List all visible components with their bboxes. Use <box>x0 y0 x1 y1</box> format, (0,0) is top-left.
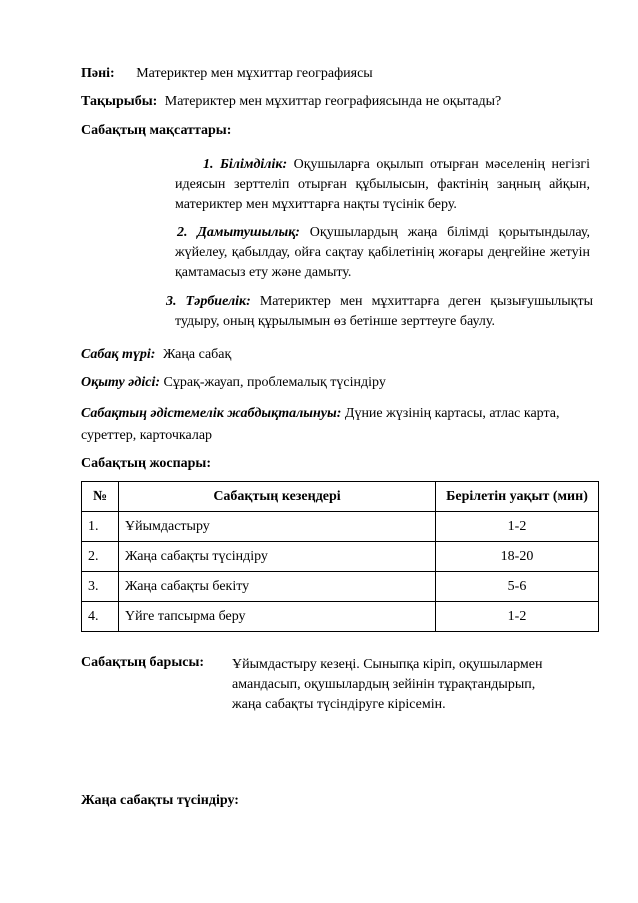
method-label: Оқыту әдісі: <box>81 375 160 390</box>
row-stage: Жаңа сабақты түсіндіру <box>119 542 436 572</box>
row-number: 3. <box>82 572 119 602</box>
row-stage: Жаңа сабақты бекіту <box>119 572 436 602</box>
topic-label: Тақырыбы: <box>81 94 158 109</box>
row-number: 2. <box>82 542 119 572</box>
lesson-type-label: Сабақ түрі: <box>81 347 156 362</box>
goal-item <box>175 223 590 283</box>
table-row <box>82 542 599 572</box>
row-stage: Ұйымдастыру <box>119 512 436 542</box>
lesson-type-line <box>81 347 231 363</box>
subject-value: Материктер мен мұхиттар географиясы <box>136 66 373 81</box>
progress-label: Сабақтың барысы: <box>81 655 205 670</box>
goal-label: 1. Білімділік: <box>203 157 288 172</box>
row-number: 4. <box>82 602 119 632</box>
row-time: 5-6 <box>436 572 599 602</box>
column-header-stage: Сабақтың кезеңдері <box>119 482 436 512</box>
lesson-type-value: Жаңа сабақ <box>162 347 232 362</box>
column-header-number: № <box>82 482 119 512</box>
plan-heading: Сабақтың жоспары: <box>81 456 212 471</box>
goal-text: Оқушыларға оқылып отырған мәселенің негізгі идеясын зерттеліп отырған құбылысын, фактінің заңның айқын, материктер мен мұхиттарға нақты түсінік беру. <box>175 157 590 212</box>
goal-item <box>166 292 593 332</box>
progress-line: жаңа сабақты түсіндіруге кірісемін. <box>232 697 446 712</box>
plan-table <box>81 481 599 632</box>
goal-text: Материктер мен мұхиттарға деген қызығушылықты тудыру, оның құрылымын өз бетінше зерттеуге баулу. <box>175 294 593 329</box>
topic-value: Материктер мен мұхиттар географиясында не оқытады? <box>164 94 502 109</box>
goal-text: Оқушылардың жаңа білімді қорытындылау, жүйелеу, қабылдау, ойға сақтау қабілетінің жоғары деңгейіне жетуін қамтамасыз ету және дамыту. <box>175 225 591 280</box>
equipment-line <box>81 403 581 447</box>
goal-label: 2. Дамытушылық: <box>177 225 300 240</box>
progress-line: Ұйымдастыру кезеңі. Сыныпқа кіріп, оқушылармен <box>232 657 543 672</box>
method-line <box>81 375 386 391</box>
goal-item <box>175 155 590 215</box>
new-lesson-heading: Жаңа сабақты түсіндіру: <box>81 793 239 808</box>
goal-label: 3. Тәрбиелік: <box>166 294 251 309</box>
row-number: 1. <box>82 512 119 542</box>
goals-heading: Сабақтың мақсаттары: <box>81 123 232 138</box>
equipment-label: Сабақтың әдістемелік жабдықталынуы: <box>81 406 342 421</box>
progress-text <box>232 655 543 715</box>
column-header-time: Берілетін уақыт (мин) <box>436 482 599 512</box>
row-time: 18-20 <box>436 542 599 572</box>
method-value: Сұрақ-жауап, проблемалық түсіндіру <box>163 375 386 390</box>
progress-line: амандасып, оқушылардың зейінін тұрақтандырып, <box>232 677 536 692</box>
table-row <box>82 602 599 632</box>
subject-line <box>81 66 373 82</box>
table-header-row <box>82 482 599 512</box>
row-stage: Үйге тапсырма беру <box>119 602 436 632</box>
table-row <box>82 512 599 542</box>
topic-line <box>81 94 501 110</box>
row-time: 1-2 <box>436 512 599 542</box>
row-time: 1-2 <box>436 602 599 632</box>
subject-label: Пәні: <box>81 66 115 81</box>
table-row <box>82 572 599 602</box>
equipment-value: Дүние жүзінің картасы, атлас карта, суреттер, карточкалар <box>81 406 560 443</box>
